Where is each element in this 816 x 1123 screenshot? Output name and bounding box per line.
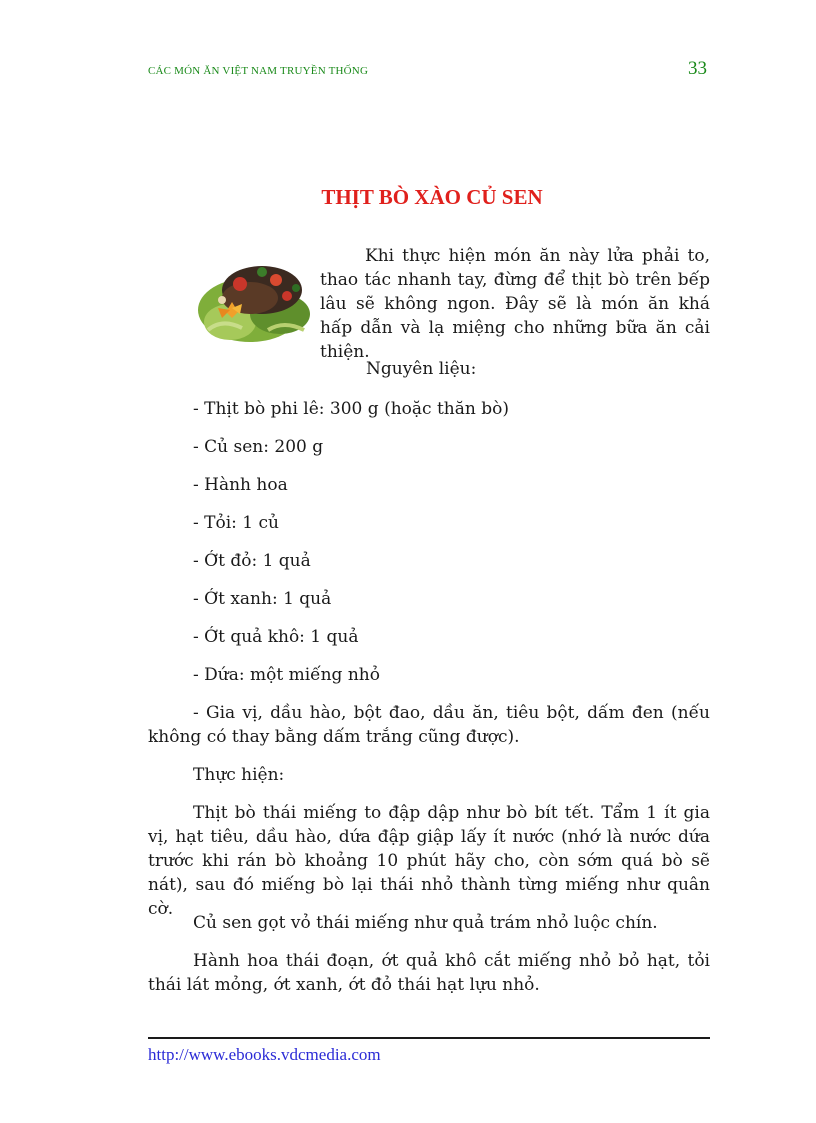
method-label: Thực hiện: (193, 765, 285, 785)
intro-text: Khi thực hiện món ăn này lửa phải to, thao tác nhanh tay, đừng để thịt bò trên bếp lâu sẽ không ngon. Đây sẽ là món ăn khá hấp dẫn và lạ miệng cho những bữa ăn cải thiện. (320, 246, 710, 362)
recipe-intro (320, 244, 710, 364)
ingredient-item: - Gia vị, dầu hào, bột đao, dầu ăn, tiêu bột, dấm đen (nếu không có thay bằng dấm trắng cũng được). (148, 703, 710, 747)
ingredient-item: - Ớt đỏ: 1 quả (193, 551, 311, 571)
ingredient-item: - Hành hoa (193, 475, 288, 495)
ingredient-item: - Tỏi: 1 củ (193, 513, 279, 533)
method-step: Hành hoa thái đoạn, ớt quả khô cắt miếng nhỏ bỏ hạt, tỏi thái lát mỏng, ớt xanh, ớt đỏ thái hạt lựu nhỏ. (148, 951, 710, 995)
footer-link[interactable]: http://www.ebooks.vdcmedia.com (148, 1045, 381, 1064)
ingredient-item: - Dứa: một miếng nhỏ (193, 665, 380, 685)
method-step: Thịt bò thái miếng to đập dập như bò bít tết. Tẩm 1 ít gia vị, hạt tiêu, dầu hào, dứa đập giập lấy ít nước (nhớ là nước dứa trước khi rán bò khoảng 10 phút hãy cho, còn sớm quá bò sẽ nát), sau đó miếng bò lại thái nhỏ thành từng miếng như quân cờ. (148, 803, 710, 919)
page-number: 33 (688, 58, 707, 79)
recipe-title: THỊT BÒ XÀO CỦ SEN (321, 185, 543, 209)
ingredient-item: - Thịt bò phi lê: 300 g (hoặc thăn bò) (193, 399, 509, 419)
footer-divider (148, 1037, 710, 1039)
ingredient-item: - Ớt quả khô: 1 quả (193, 627, 359, 647)
book-title: CÁC MÓN ĂN VIỆT NAM TRUYỀN THỐNG (148, 65, 369, 77)
ingredient-item: - Củ sen: 200 g (193, 437, 324, 457)
method-step: Củ sen gọt vỏ thái miếng như quả trám nhỏ luộc chín. (193, 913, 658, 933)
dish-photo (192, 244, 318, 348)
ingredients-label: Nguyên liệu: (366, 359, 477, 379)
ingredient-item: - Ớt xanh: 1 quả (193, 589, 332, 609)
